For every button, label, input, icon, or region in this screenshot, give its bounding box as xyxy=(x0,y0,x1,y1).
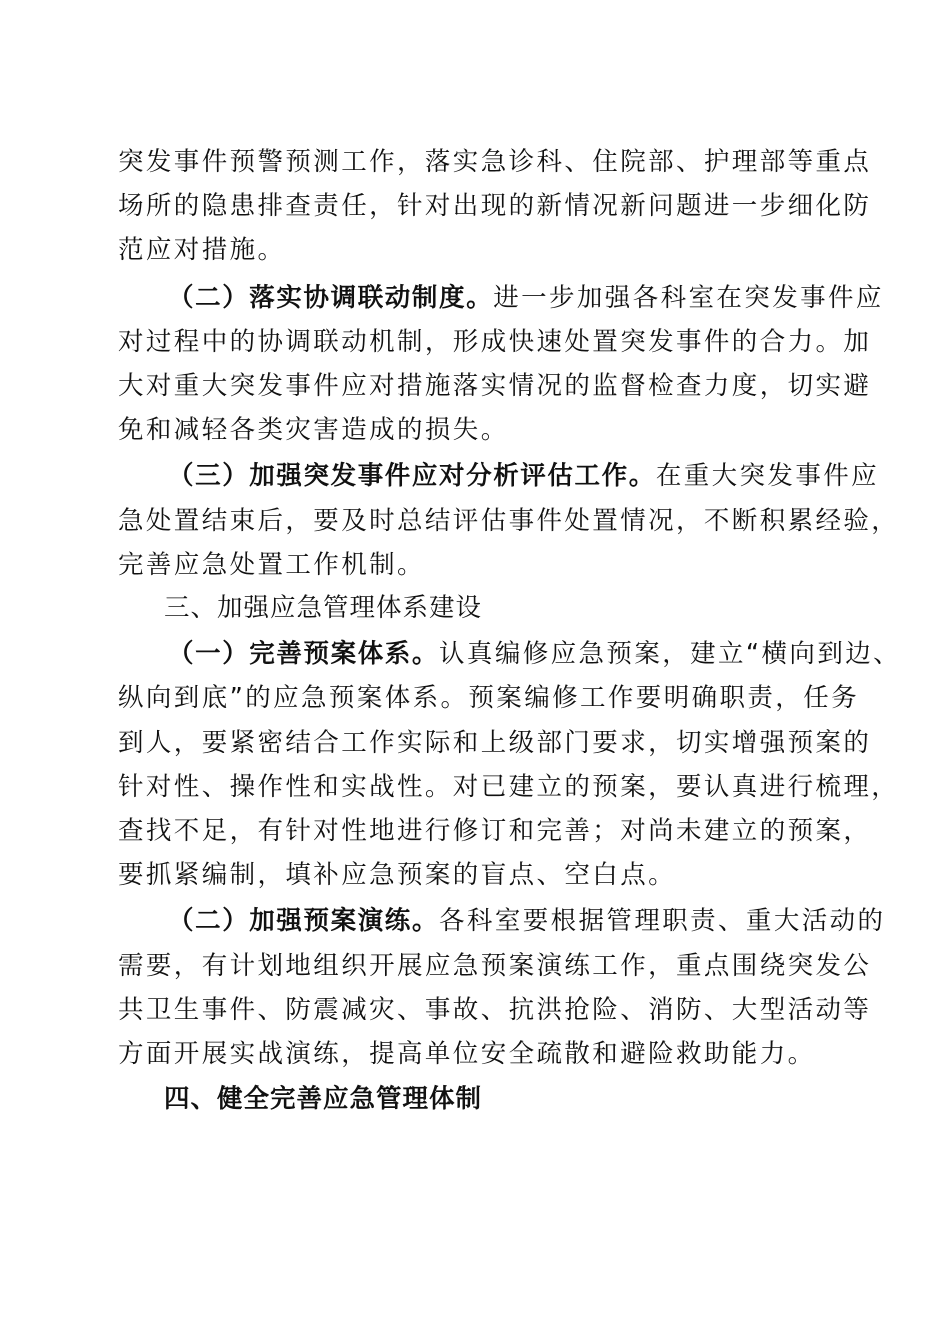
paragraph-bold-lead: （一）完善预案体系。 xyxy=(168,639,440,669)
paragraph-bold-lead: （二）落实协调联动制度。 xyxy=(168,283,494,313)
paragraph-line: 方面开展实战演练，提高单位安全疏散和避险救助能力。 xyxy=(118,1039,816,1069)
paragraph-line: 范应对措施。 xyxy=(118,235,286,265)
paragraph-line: 对过程中的协调联动机制，形成快速处置突发事件的合力。加 xyxy=(118,327,872,357)
paragraph-bold-lead: （二）加强预案演练。 xyxy=(168,906,440,936)
paragraph-bold-lead: （三）加强突发事件应对分析评估工作。 xyxy=(168,461,656,491)
paragraph-first-line xyxy=(168,460,879,492)
paragraph-line: 完善应急处置工作机制。 xyxy=(118,550,425,580)
paragraph-first-line xyxy=(168,905,885,937)
paragraph-line: 查找不足，有针对性地进行修订和完善；对尚未建立的预案， xyxy=(118,816,872,846)
paragraph-line: 场所的隐患排查责任，针对出现的新情况新问题进一步细化防 xyxy=(118,191,872,221)
paragraph-line: 大对重大突发事件应对措施落实情况的监督检查力度，切实避 xyxy=(118,371,872,401)
paragraph-line: 纵向到底”的应急预案体系。预案编修工作要明确职责，任务 xyxy=(118,683,860,713)
paragraph-first-line xyxy=(168,638,901,670)
paragraph-line: 突发事件预警预测工作，落实急诊科、住院部、护理部等重点 xyxy=(118,147,872,177)
paragraph-line: 共卫生事件、防震减灾、事故、抗洪抢险、消防、大型活动等 xyxy=(118,995,872,1025)
paragraph-first-line xyxy=(168,282,884,314)
paragraph-line: 需要，有计划地组织开展应急预案演练工作，重点围绕突发公 xyxy=(118,951,872,981)
paragraph-line: 针对性、操作性和实战性。对已建立的预案，要认真进行梳理， xyxy=(118,772,900,802)
section-heading: 三、加强应急管理体系建设 xyxy=(164,593,483,623)
paragraph-line: 免和减轻各类灾害造成的损失。 xyxy=(118,415,509,445)
paragraph-text: 在重大突发事件应 xyxy=(655,461,880,491)
paragraph-text: 认真编修应急预案，建立“横向到边、 xyxy=(439,639,902,669)
section-heading: 四、健全完善应急管理体制 xyxy=(164,1084,483,1114)
paragraph-line: 急处置结束后，要及时总结评估事件处置情况，不断积累经验， xyxy=(118,506,900,536)
paragraph-line: 要抓紧编制，填补应急预案的盲点、空白点。 xyxy=(118,860,677,890)
paragraph-text: 各科室要根据管理职责、重大活动的 xyxy=(439,906,886,936)
paragraph-line: 到人，要紧密结合工作实际和上级部门要求，切实增强预案的 xyxy=(118,728,872,758)
paragraph-text: 进一步加强各科室在突发事件应 xyxy=(493,283,884,313)
